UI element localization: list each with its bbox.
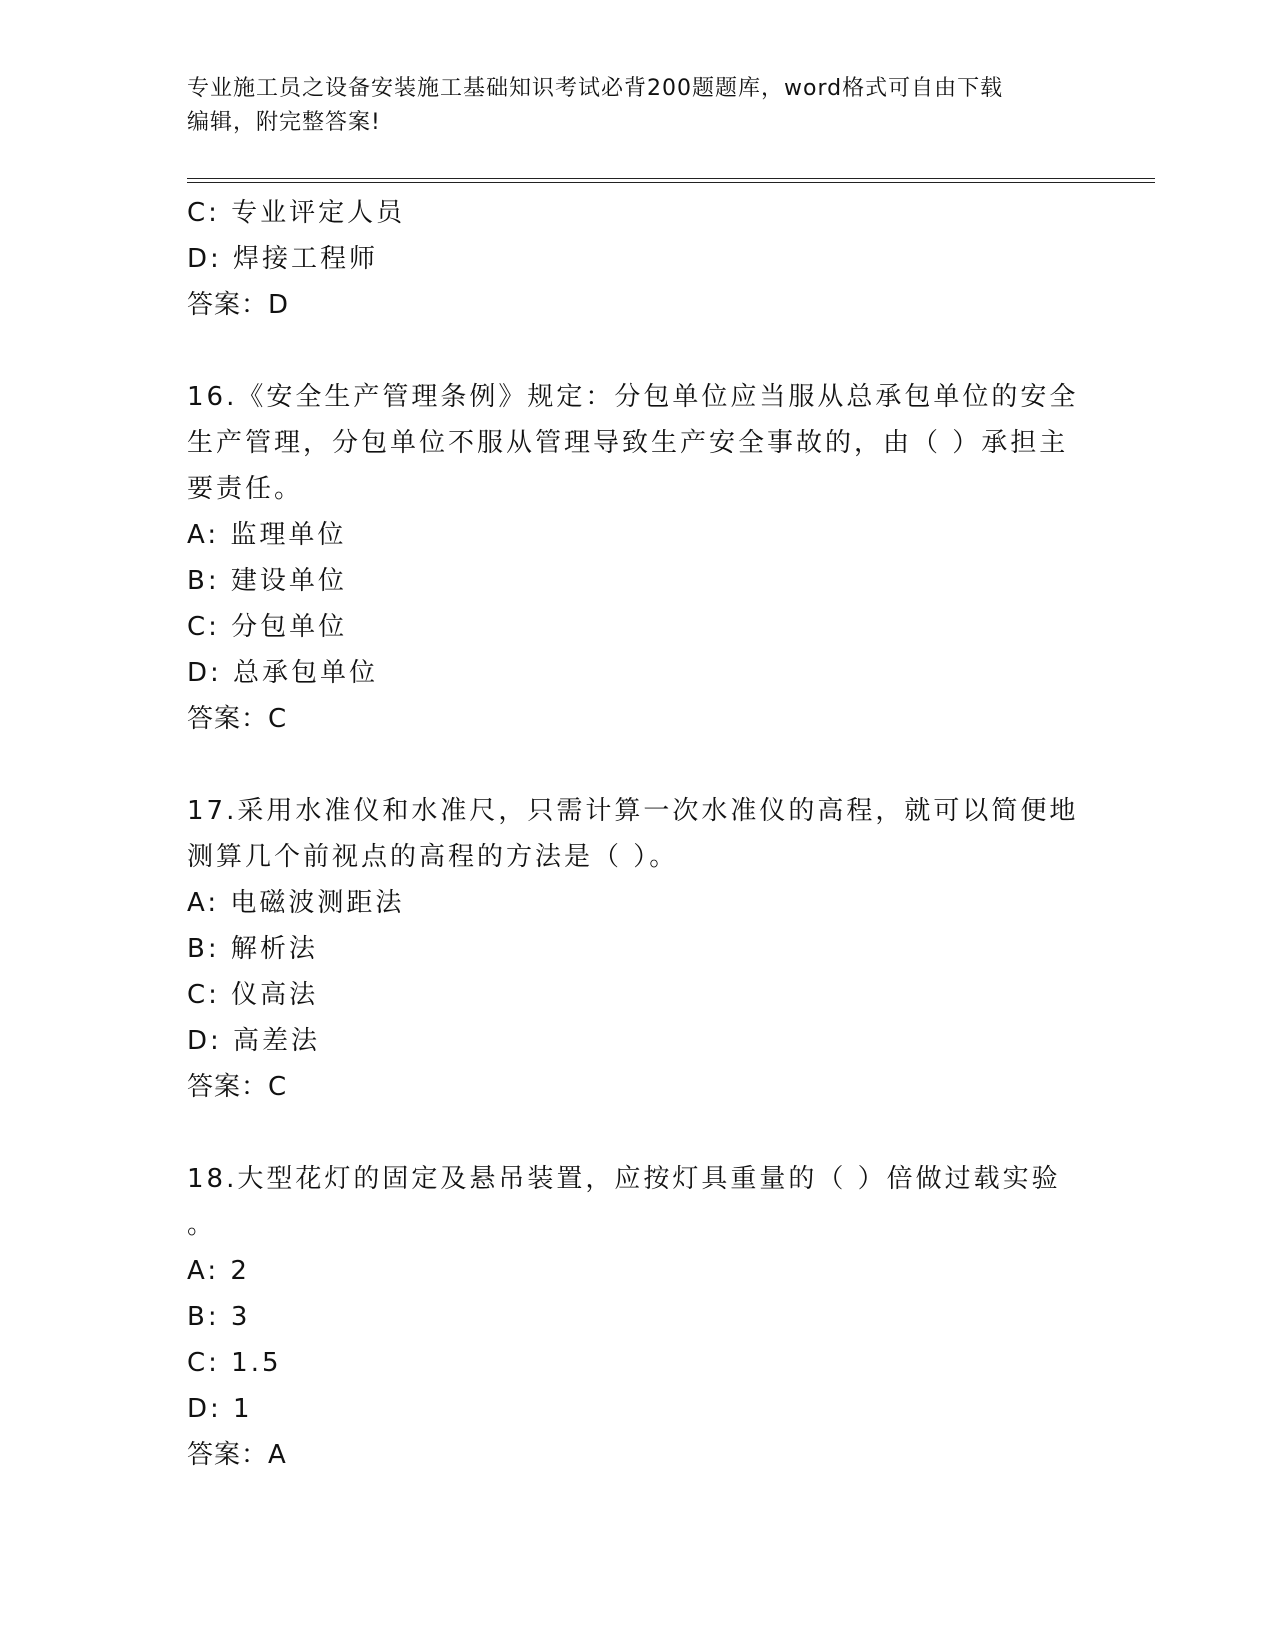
question-stem-line: 17.采用水准仪和水准尺，只需计算一次水准仪的高程，就可以简便地	[187, 796, 1079, 826]
option-b: B: 3	[187, 1302, 251, 1332]
question-stem-line: 16.《安全生产管理条例》规定：分包单位应当服从总承包单位的安全	[187, 382, 1079, 412]
question-17	[187, 788, 1087, 1110]
question-16	[187, 374, 1087, 742]
question-18	[187, 1156, 1087, 1478]
option-a: A: 电磁波测距法	[187, 888, 405, 918]
option-d: D: 高差法	[187, 1026, 321, 1056]
question-partial	[187, 190, 1087, 328]
answer: 答案：A	[187, 1440, 287, 1470]
question-stem-line: 要责任。	[187, 474, 304, 504]
question-list	[187, 190, 1087, 1478]
option-c: C: 分包单位	[187, 612, 348, 642]
header-line-1: 专业施工员之设备安装施工基础知识考试必背200题题库，word格式可自由下载	[187, 76, 1004, 101]
header-rule-top	[187, 178, 1155, 179]
header-line-2: 编辑，附完整答案!	[187, 110, 381, 135]
question-stem-line: 18.大型花灯的固定及悬吊装置，应按灯具重量的（ ）倍做过载实验	[187, 1164, 1061, 1194]
option-d: D: 焊接工程师	[187, 244, 379, 274]
spacer	[187, 1110, 1087, 1156]
option-a: A: 2	[187, 1256, 250, 1286]
answer: 答案：D	[187, 290, 290, 320]
document-header	[187, 72, 1087, 140]
option-b: B: 解析法	[187, 934, 318, 964]
option-b: B: 建设单位	[187, 566, 347, 596]
option-c: C: 1.5	[187, 1348, 282, 1378]
spacer	[187, 328, 1087, 374]
answer: 答案：C	[187, 1072, 288, 1102]
option-a: A: 监理单位	[187, 520, 347, 550]
question-stem-line: 测算几个前视点的高程的方法是（ ）。	[187, 842, 679, 872]
option-d: D: 1	[187, 1394, 253, 1424]
option-c: C: 仪高法	[187, 980, 319, 1010]
option-c: C: 专业评定人员	[187, 198, 406, 228]
question-stem-line: 生产管理，分包单位不服从管理导致生产安全事故的，由（ ）承担主	[187, 428, 1069, 458]
option-d: D: 总承包单位	[187, 658, 379, 688]
spacer	[187, 742, 1087, 788]
answer: 答案：C	[187, 704, 288, 734]
question-stem-line: 。	[187, 1210, 217, 1240]
header-rule-bottom	[187, 182, 1155, 183]
